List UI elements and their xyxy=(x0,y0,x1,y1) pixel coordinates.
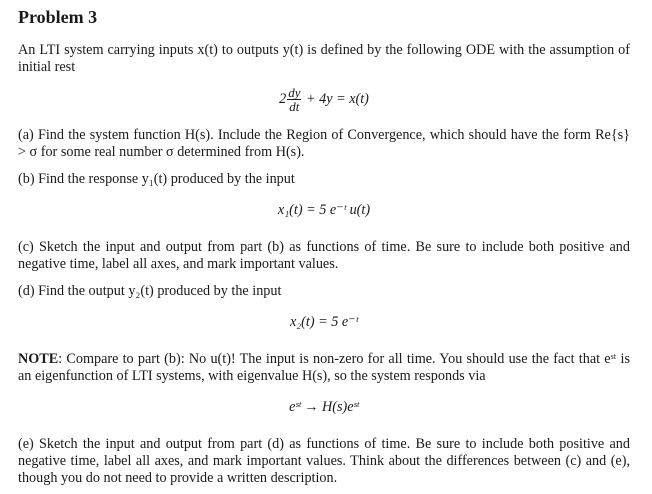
equation-b: x₁(t) = 5 e⁻ᵗ u(t) xyxy=(277,202,371,218)
note-label: NOTE xyxy=(18,351,59,367)
ode-coefficient: 2 xyxy=(279,90,287,107)
part-a: (a) Find the system function H(s). Include the Region of Convergence, which should have the form Re{s} > σ for some real number σ determined from H(s). xyxy=(18,127,630,160)
part-e: (e) Sketch the input and output from part (d) as functions of time. Be sure to include both positive and negative time, label all axes, and mark important values. Think about the differences between (c) and (e), though you do not need to provide a written description. xyxy=(18,436,630,486)
part-d: (d) Find the output y₂(t) produced by the input xyxy=(18,283,282,299)
problem-page xyxy=(18,6,630,487)
ode-derivative: $\frac{dy}{dt}$ xyxy=(288,85,301,114)
ode-rest: + 4y = x(t) xyxy=(306,90,369,107)
equation-note: eˢᵗ → H(s)eˢᵗ xyxy=(289,399,359,415)
problem-intro: An LTI system carrying inputs x(t) to outputs y(t) is defined by the following ODE with the assumption of initial rest xyxy=(18,42,630,75)
equation-d: x₂(t) = 5 e⁻ᵗ xyxy=(289,314,359,330)
part-b: (b) Find the response y₁(t) produced by the input xyxy=(18,171,295,187)
note-paragraph xyxy=(18,351,630,385)
note-text: : Compare to part (b): No u(t)! The input is non-zero for all time. You should use the fact that eˢᵗ is an eigenfunction of LTI systems, with eigenvalue H(s), so the system responds via xyxy=(18,351,630,384)
part-c: (c) Sketch the input and output from part (b) as functions of time. Be sure to include both positive and negative time, label all axes, and mark important values. xyxy=(18,239,630,272)
ode-equation xyxy=(18,86,630,113)
problem-title: Problem 3 xyxy=(18,7,98,27)
